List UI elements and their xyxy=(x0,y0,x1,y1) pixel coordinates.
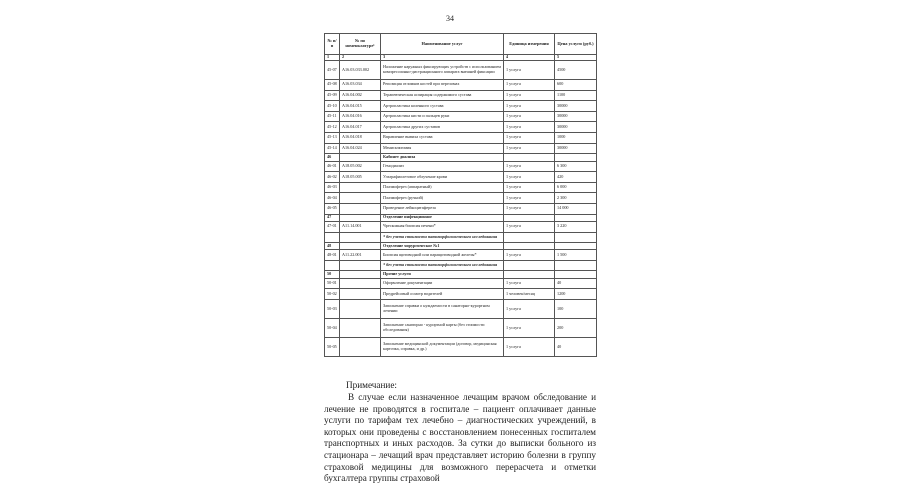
note-row xyxy=(325,232,597,243)
service-name-cell: Репозиция отломков костей при переломах xyxy=(381,80,504,91)
service-name-cell: Наложение наружных фиксирующих устройств с использованием компрессионно-дистракционного аппарата внешней фиксации xyxy=(381,61,504,80)
nomenclature-code-cell xyxy=(340,300,381,319)
unit-cell: 1 услуга xyxy=(504,193,555,204)
nomenclature-code-cell xyxy=(340,203,381,214)
service-name-cell: Чрескожная биопсия печени* xyxy=(381,221,504,232)
price-cell: 420 xyxy=(555,172,597,183)
row-number-cell: 45-12 xyxy=(325,122,340,133)
section-row xyxy=(325,243,597,250)
row-number-cell: 50-05 xyxy=(325,338,340,357)
row-number-cell: 45-08 xyxy=(325,80,340,91)
row-number-cell: 47 xyxy=(325,214,340,221)
table-row xyxy=(325,289,597,300)
footnote-text: * без учета стоимости патоморфологического исследования xyxy=(383,262,498,268)
page-number: 34 xyxy=(446,14,454,23)
service-name-cell: Гемодиализ xyxy=(381,161,504,172)
price-cell xyxy=(555,232,597,243)
price-cell xyxy=(555,154,597,161)
nomenclature-code-cell: A16.04.017 xyxy=(340,122,381,133)
nomenclature-code-cell: A18.05.005 xyxy=(340,172,381,183)
nomenclature-code-cell xyxy=(340,182,381,193)
unit-cell xyxy=(504,214,555,221)
note-row xyxy=(325,260,597,271)
row-number-cell: 50-02 xyxy=(325,289,340,300)
note-heading: Примечание: xyxy=(346,380,397,390)
table-row xyxy=(325,182,597,193)
row-number-cell: 46-01 xyxy=(325,161,340,172)
table-row xyxy=(325,278,597,289)
price-cell: 30000 xyxy=(555,143,597,154)
row-number-cell xyxy=(325,260,340,271)
nomenclature-code-cell xyxy=(340,214,381,221)
row-number-cell: 46-04 xyxy=(325,193,340,204)
nomenclature-code-cell: A16.04.018 xyxy=(340,132,381,143)
table-row xyxy=(325,300,597,319)
table-row xyxy=(325,172,597,183)
row-number-cell: 50-04 xyxy=(325,319,340,338)
table-body xyxy=(325,55,597,357)
row-number-cell: 50 xyxy=(325,271,340,278)
unit-cell: 1 услуга xyxy=(504,90,555,101)
row-number-cell: 45-10 xyxy=(325,101,340,112)
nomenclature-code-cell: A18.05.002 xyxy=(340,161,381,172)
unit-cell: 1 услуга xyxy=(504,221,555,232)
row-number-cell: 47-01 xyxy=(325,221,340,232)
service-name-cell: Кабинет диализа xyxy=(381,154,504,161)
section-row xyxy=(325,214,597,221)
price-cell: 6 000 xyxy=(555,182,597,193)
nomenclature-code-cell: A16.04.015 xyxy=(340,101,381,112)
row-number-cell xyxy=(325,232,340,243)
header-nomenclature: № по номенклатуре¹ xyxy=(340,34,381,55)
service-name-cell: Менискэктомия xyxy=(381,143,504,154)
unit-cell: 1 услуга xyxy=(504,161,555,172)
nomenclature-code-cell xyxy=(340,154,381,161)
price-cell: 2 300 xyxy=(555,193,597,204)
unit-cell xyxy=(504,271,555,278)
price-cell: 30000 xyxy=(555,101,597,112)
table-row xyxy=(325,193,597,204)
price-cell: 6 300 xyxy=(555,161,597,172)
service-name-cell: Артропластика других суставов xyxy=(381,122,504,133)
table-row xyxy=(325,221,597,232)
nomenclature-code-cell: A16.04.002 xyxy=(340,90,381,101)
table-header-row xyxy=(325,34,597,55)
nomenclature-code-cell: A11.22.001 xyxy=(340,250,381,261)
row-number-cell: 45-13 xyxy=(325,132,340,143)
nomenclature-code-cell: A16.03.033.002 xyxy=(340,61,381,80)
row-number-cell: 50-01 xyxy=(325,278,340,289)
index-cell: 3 xyxy=(381,55,504,61)
row-number-cell: 48-01 xyxy=(325,250,340,261)
nomenclature-code-cell: A16.03.034 xyxy=(340,80,381,91)
header-number: № п/п xyxy=(325,34,340,55)
nomenclature-code-cell xyxy=(340,232,381,243)
service-name-cell: Заполнение медицинской документации (договор, медицинская карточка, справка, и др.) xyxy=(381,338,504,357)
nomenclature-code-cell: A11.14.001 xyxy=(340,221,381,232)
nomenclature-code-cell: A16.04.016 xyxy=(340,111,381,122)
nomenclature-code-cell xyxy=(340,338,381,357)
row-number-cell: 46-05 xyxy=(325,203,340,214)
price-cell xyxy=(555,214,597,221)
table-row xyxy=(325,338,597,357)
unit-cell: 1 услуга xyxy=(504,300,555,319)
unit-cell: 1 услуга xyxy=(504,338,555,357)
service-name-cell: Проведение лейкоцитафереза xyxy=(381,203,504,214)
row-number-cell: 46 xyxy=(325,154,340,161)
unit-cell: 1 услуга xyxy=(504,203,555,214)
unit-cell: 1 услуга xyxy=(504,250,555,261)
nomenclature-code-cell xyxy=(340,243,381,250)
unit-cell xyxy=(504,154,555,161)
service-name-cell: Биопсия щитовидной или паращитовидной железы* xyxy=(381,250,504,261)
unit-cell: 1 услуга xyxy=(504,122,555,133)
table-row xyxy=(325,250,597,261)
nomenclature-code-cell xyxy=(340,260,381,271)
table-row xyxy=(325,111,597,122)
footnote-text: * без учета стоимости патоморфологического исследования xyxy=(383,233,498,239)
nomenclature-code-cell xyxy=(340,278,381,289)
header-price: Цена услуги (руб.) xyxy=(555,34,597,55)
row-number-cell: 46-03 xyxy=(325,182,340,193)
price-cell: 14 000 xyxy=(555,203,597,214)
service-name-cell xyxy=(381,232,504,243)
price-cell: 40 xyxy=(555,338,597,357)
unit-cell: 1 человек/месяц xyxy=(504,289,555,300)
header-unit: Единица измерения xyxy=(504,34,555,55)
service-name-cell: Артропластика кисти и пальцев руки xyxy=(381,111,504,122)
price-cell: 4500 xyxy=(555,61,597,80)
index-cell: 1 xyxy=(325,55,340,61)
service-name-cell: Вправление вывиха сустава xyxy=(381,132,504,143)
service-name-cell: Заполнение санаторно - курортной карты (без стоимости обследования) xyxy=(381,319,504,338)
price-table xyxy=(324,33,597,357)
service-name-cell xyxy=(381,260,504,271)
unit-cell: 1 услуга xyxy=(504,143,555,154)
row-number-cell: 46-02 xyxy=(325,172,340,183)
service-name-cell: Отделение хирургическое №1 xyxy=(381,243,504,250)
service-name-cell: Артропластика коленного сустава xyxy=(381,101,504,112)
table-row xyxy=(325,101,597,112)
table-row xyxy=(325,80,597,91)
service-name-cell: Плазмоферез (аппаратный) xyxy=(381,182,504,193)
price-cell: 30000 xyxy=(555,122,597,133)
price-cell xyxy=(555,243,597,250)
section-row xyxy=(325,154,597,161)
price-cell: 1 500 xyxy=(555,250,597,261)
service-name-cell: Заполнение справки о нуждаемости в санаторно-курортном лечении xyxy=(381,300,504,319)
price-cell xyxy=(555,271,597,278)
price-cell: 3 220 xyxy=(555,221,597,232)
index-cell: 4 xyxy=(504,55,555,61)
nomenclature-code-cell: A16.04.024 xyxy=(340,143,381,154)
nomenclature-code-cell xyxy=(340,271,381,278)
price-cell: 600 xyxy=(555,80,597,91)
table-row xyxy=(325,61,597,80)
table-row xyxy=(325,122,597,133)
service-name-cell: Предрейсовый осмотр водителей xyxy=(381,289,504,300)
unit-cell: 1 услуга xyxy=(504,319,555,338)
price-cell: 200 xyxy=(555,319,597,338)
row-number-cell: 48 xyxy=(325,243,340,250)
header-service-name: Наименование услуг xyxy=(381,34,504,55)
unit-cell xyxy=(504,232,555,243)
row-number-cell: 45-11 xyxy=(325,111,340,122)
unit-cell: 1 услуга xyxy=(504,182,555,193)
row-number-cell: 45-07 xyxy=(325,61,340,80)
service-name-cell: Отделение инфекционное xyxy=(381,214,504,221)
table-row xyxy=(325,132,597,143)
price-cell: 100 xyxy=(555,300,597,319)
price-cell: 1000 xyxy=(555,132,597,143)
table-row xyxy=(325,319,597,338)
service-name-cell: Прочие услуги xyxy=(381,271,504,278)
row-number-cell: 45-14 xyxy=(325,143,340,154)
price-cell: 40 xyxy=(555,278,597,289)
index-cell: 5 xyxy=(555,55,597,61)
table-row xyxy=(325,161,597,172)
unit-cell: 1 услуга xyxy=(504,61,555,80)
service-name-cell: Ультрафиолетовое облучение крови xyxy=(381,172,504,183)
section-row xyxy=(325,271,597,278)
service-name-cell: Терапевтическая аспирация содержимого сустава xyxy=(381,90,504,101)
unit-cell: 1 услуга xyxy=(504,172,555,183)
nomenclature-code-cell xyxy=(340,193,381,204)
unit-cell: 1 услуга xyxy=(504,278,555,289)
service-name-cell: Оформление документации xyxy=(381,278,504,289)
unit-cell: 1 услуга xyxy=(504,132,555,143)
note-body: В случае если назначенное лечащим врачом обследование и лечение не проводятся в госпитале – пациент оплачивает данные услуги по тарифам тех лечебно – диагностических учреждений, в которых они проведены с восстановлением понесенных госпиталем транспортных и иных расходов. За сутки до выписки больного из стационара – лечащий врач представляет историю болезни в группу страховой медицины для возможного перерасчета и отметки бухгалтера группы страховой xyxy=(324,392,596,484)
price-cell xyxy=(555,260,597,271)
table-row xyxy=(325,203,597,214)
unit-cell: 1 услуга xyxy=(504,111,555,122)
table-row xyxy=(325,90,597,101)
unit-cell xyxy=(504,243,555,250)
unit-cell xyxy=(504,260,555,271)
service-name-cell: Плазмоферез (ручной) xyxy=(381,193,504,204)
price-cell: 1200 xyxy=(555,289,597,300)
price-cell: 30000 xyxy=(555,111,597,122)
unit-cell: 1 услуга xyxy=(504,80,555,91)
index-cell: 2 xyxy=(340,55,381,61)
price-cell: 1100 xyxy=(555,90,597,101)
row-number-cell: 45-09 xyxy=(325,90,340,101)
unit-cell: 1 услуга xyxy=(504,101,555,112)
row-number-cell: 50-03 xyxy=(325,300,340,319)
nomenclature-code-cell xyxy=(340,319,381,338)
table-row xyxy=(325,143,597,154)
nomenclature-code-cell xyxy=(340,289,381,300)
